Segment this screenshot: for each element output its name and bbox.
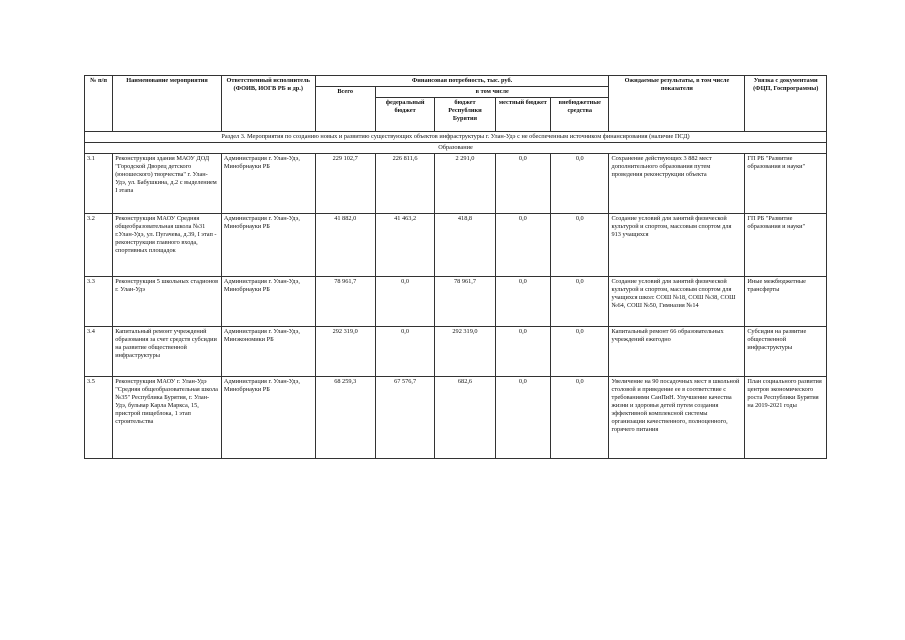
table-row [85, 277, 827, 327]
row-extrabudget: 0,0 [551, 154, 609, 214]
row-federal: 67 576,7 [375, 377, 434, 459]
row-name: Реконструкция МАОУ г. Улан-Удэ "Средняя общеобразовательная школа №35" Республика Бурятия, г. Улан-Удэ, бульвар Карла Маркса, 15, пристрой пищеблока, 1 этап строительства [113, 377, 222, 459]
row-no: 3.2 [85, 214, 113, 277]
row-no: 3.5 [85, 377, 113, 459]
row-local: 0,0 [495, 277, 550, 327]
row-no: 3.3 [85, 277, 113, 327]
row-extrabudget: 0,0 [551, 277, 609, 327]
row-name: Реконструкция МАОУ Средняя общеобразовательная школа №31 г.Улан-Удэ, ул. Пугачева, д.39, I этап - реконструкция главного входа, спортивных площадок [113, 214, 222, 277]
header-financing: Финансовая потребность, тыс. руб. [315, 76, 609, 87]
row-results: Создание условий для занятий физической культурой и спортом, массовым спортом для 913 учащихся [609, 214, 745, 277]
header-no: № п/п [85, 76, 113, 132]
row-federal: 0,0 [375, 277, 434, 327]
row-total: 78 961,7 [315, 277, 375, 327]
row-federal: 0,0 [375, 327, 434, 377]
row-responsible: Администрация г. Улан-Удэ, Минобрнауки РБ [221, 154, 315, 214]
table-row [85, 214, 827, 277]
row-name: Реконструкция здания МАОУ ДОД "Городской Дворец детского (юношеского) творчества" г. Улан-Удэ, ул. Бабушкина, д.2 с выделением I этапа [113, 154, 222, 214]
row-local: 0,0 [495, 327, 550, 377]
row-no: 3.4 [85, 327, 113, 377]
header-republic: бюджет Республики Бурятия [435, 98, 495, 132]
row-extrabudget: 0,0 [551, 327, 609, 377]
row-name: Капитальный ремонт учреждений образования за счет средств субсидии на развитие общественной инфраструктуры [113, 327, 222, 377]
header-name: Наименование мероприятия [113, 76, 222, 132]
row-no: 3.1 [85, 154, 113, 214]
header-results: Ожидаемые результаты, в том числе показатели [609, 76, 745, 132]
header-extrabudget: внебюджетные средства [551, 98, 609, 132]
row-total: 292 319,0 [315, 327, 375, 377]
group-title: Образование [85, 143, 827, 154]
header-responsible: Ответственный исполнитель (ФОИВ, ИОГВ РБ и др.) [221, 76, 315, 132]
header-federal: федеральный бюджет [375, 98, 434, 132]
row-results: Сохранение действующих 3 882 мест дополнительного образования путем проведения реконструкции объекта [609, 154, 745, 214]
row-republic: 418,8 [435, 214, 495, 277]
row-documents: ГП РБ "Развитие образования и науки" [745, 154, 827, 214]
row-responsible: Администрация г. Улан-Удэ, Минобрнауки РБ [221, 214, 315, 277]
row-responsible: Администрация г. Улан-Удэ, Минэкономики РБ [221, 327, 315, 377]
row-extrabudget: 0,0 [551, 377, 609, 459]
row-total: 229 102,7 [315, 154, 375, 214]
section-title: Раздел 3. Мероприятия по созданию новых и развитию существующих объектов инфраструктуры г. Улан-Удэ с не обеспеченным источником финансирования (наличие ПСД) [85, 132, 827, 143]
header-total: Всего [315, 87, 375, 132]
table-row [85, 327, 827, 377]
row-republic: 78 961,7 [435, 277, 495, 327]
row-local: 0,0 [495, 154, 550, 214]
row-total: 41 882,0 [315, 214, 375, 277]
row-responsible: Администрация г. Улан-Удэ, Минобрнауки РБ [221, 377, 315, 459]
header-documents: Увязка с документами (ФЦП, Госпрограммы) [745, 76, 827, 132]
row-republic: 682,6 [435, 377, 495, 459]
table-row [85, 154, 827, 214]
row-extrabudget: 0,0 [551, 214, 609, 277]
row-federal: 226 811,6 [375, 154, 434, 214]
row-results: Создание условий для занятий физической культурой и спортом, массовым спортом для учащихся школ: СОШ №18, СОШ №38, СОШ №64, СОШ №50, Гимназия №14 [609, 277, 745, 327]
row-results: Увеличение на 90 посадочных мест в школьной столовой и приведение ее в соответствие с требованиями СанПиН. Улучшение качества жизни и здоровья детей путем создания эффективной комплексной системы организации качественного, полноценного, горячего питания [609, 377, 745, 459]
row-documents: Иные межбюджетные трансферты [745, 277, 827, 327]
row-local: 0,0 [495, 377, 550, 459]
row-documents: ГП РБ "Развитие образования и науки" [745, 214, 827, 277]
header-including: в том числе [375, 87, 609, 98]
row-results: Капитальный ремонт 66 образовательных учреждений ежегодно [609, 327, 745, 377]
header-local: местный бюджет [495, 98, 550, 132]
row-federal: 41 463,2 [375, 214, 434, 277]
table-row [85, 377, 827, 459]
row-republic: 2 291,0 [435, 154, 495, 214]
row-republic: 292 319,0 [435, 327, 495, 377]
row-documents: План социального развития центров экономического роста Республики Бурятия на 2019-2021 годы [745, 377, 827, 459]
infrastructure-table [84, 75, 827, 459]
row-local: 0,0 [495, 214, 550, 277]
row-responsible: Администрация г. Улан-Удэ, Минобрнауки РБ [221, 277, 315, 327]
row-documents: Субсидия на развитие общественной инфраструктуры [745, 327, 827, 377]
row-total: 68 259,3 [315, 377, 375, 459]
row-name: Реконструкция 5 школьных стадионов г. Улан-Удэ [113, 277, 222, 327]
